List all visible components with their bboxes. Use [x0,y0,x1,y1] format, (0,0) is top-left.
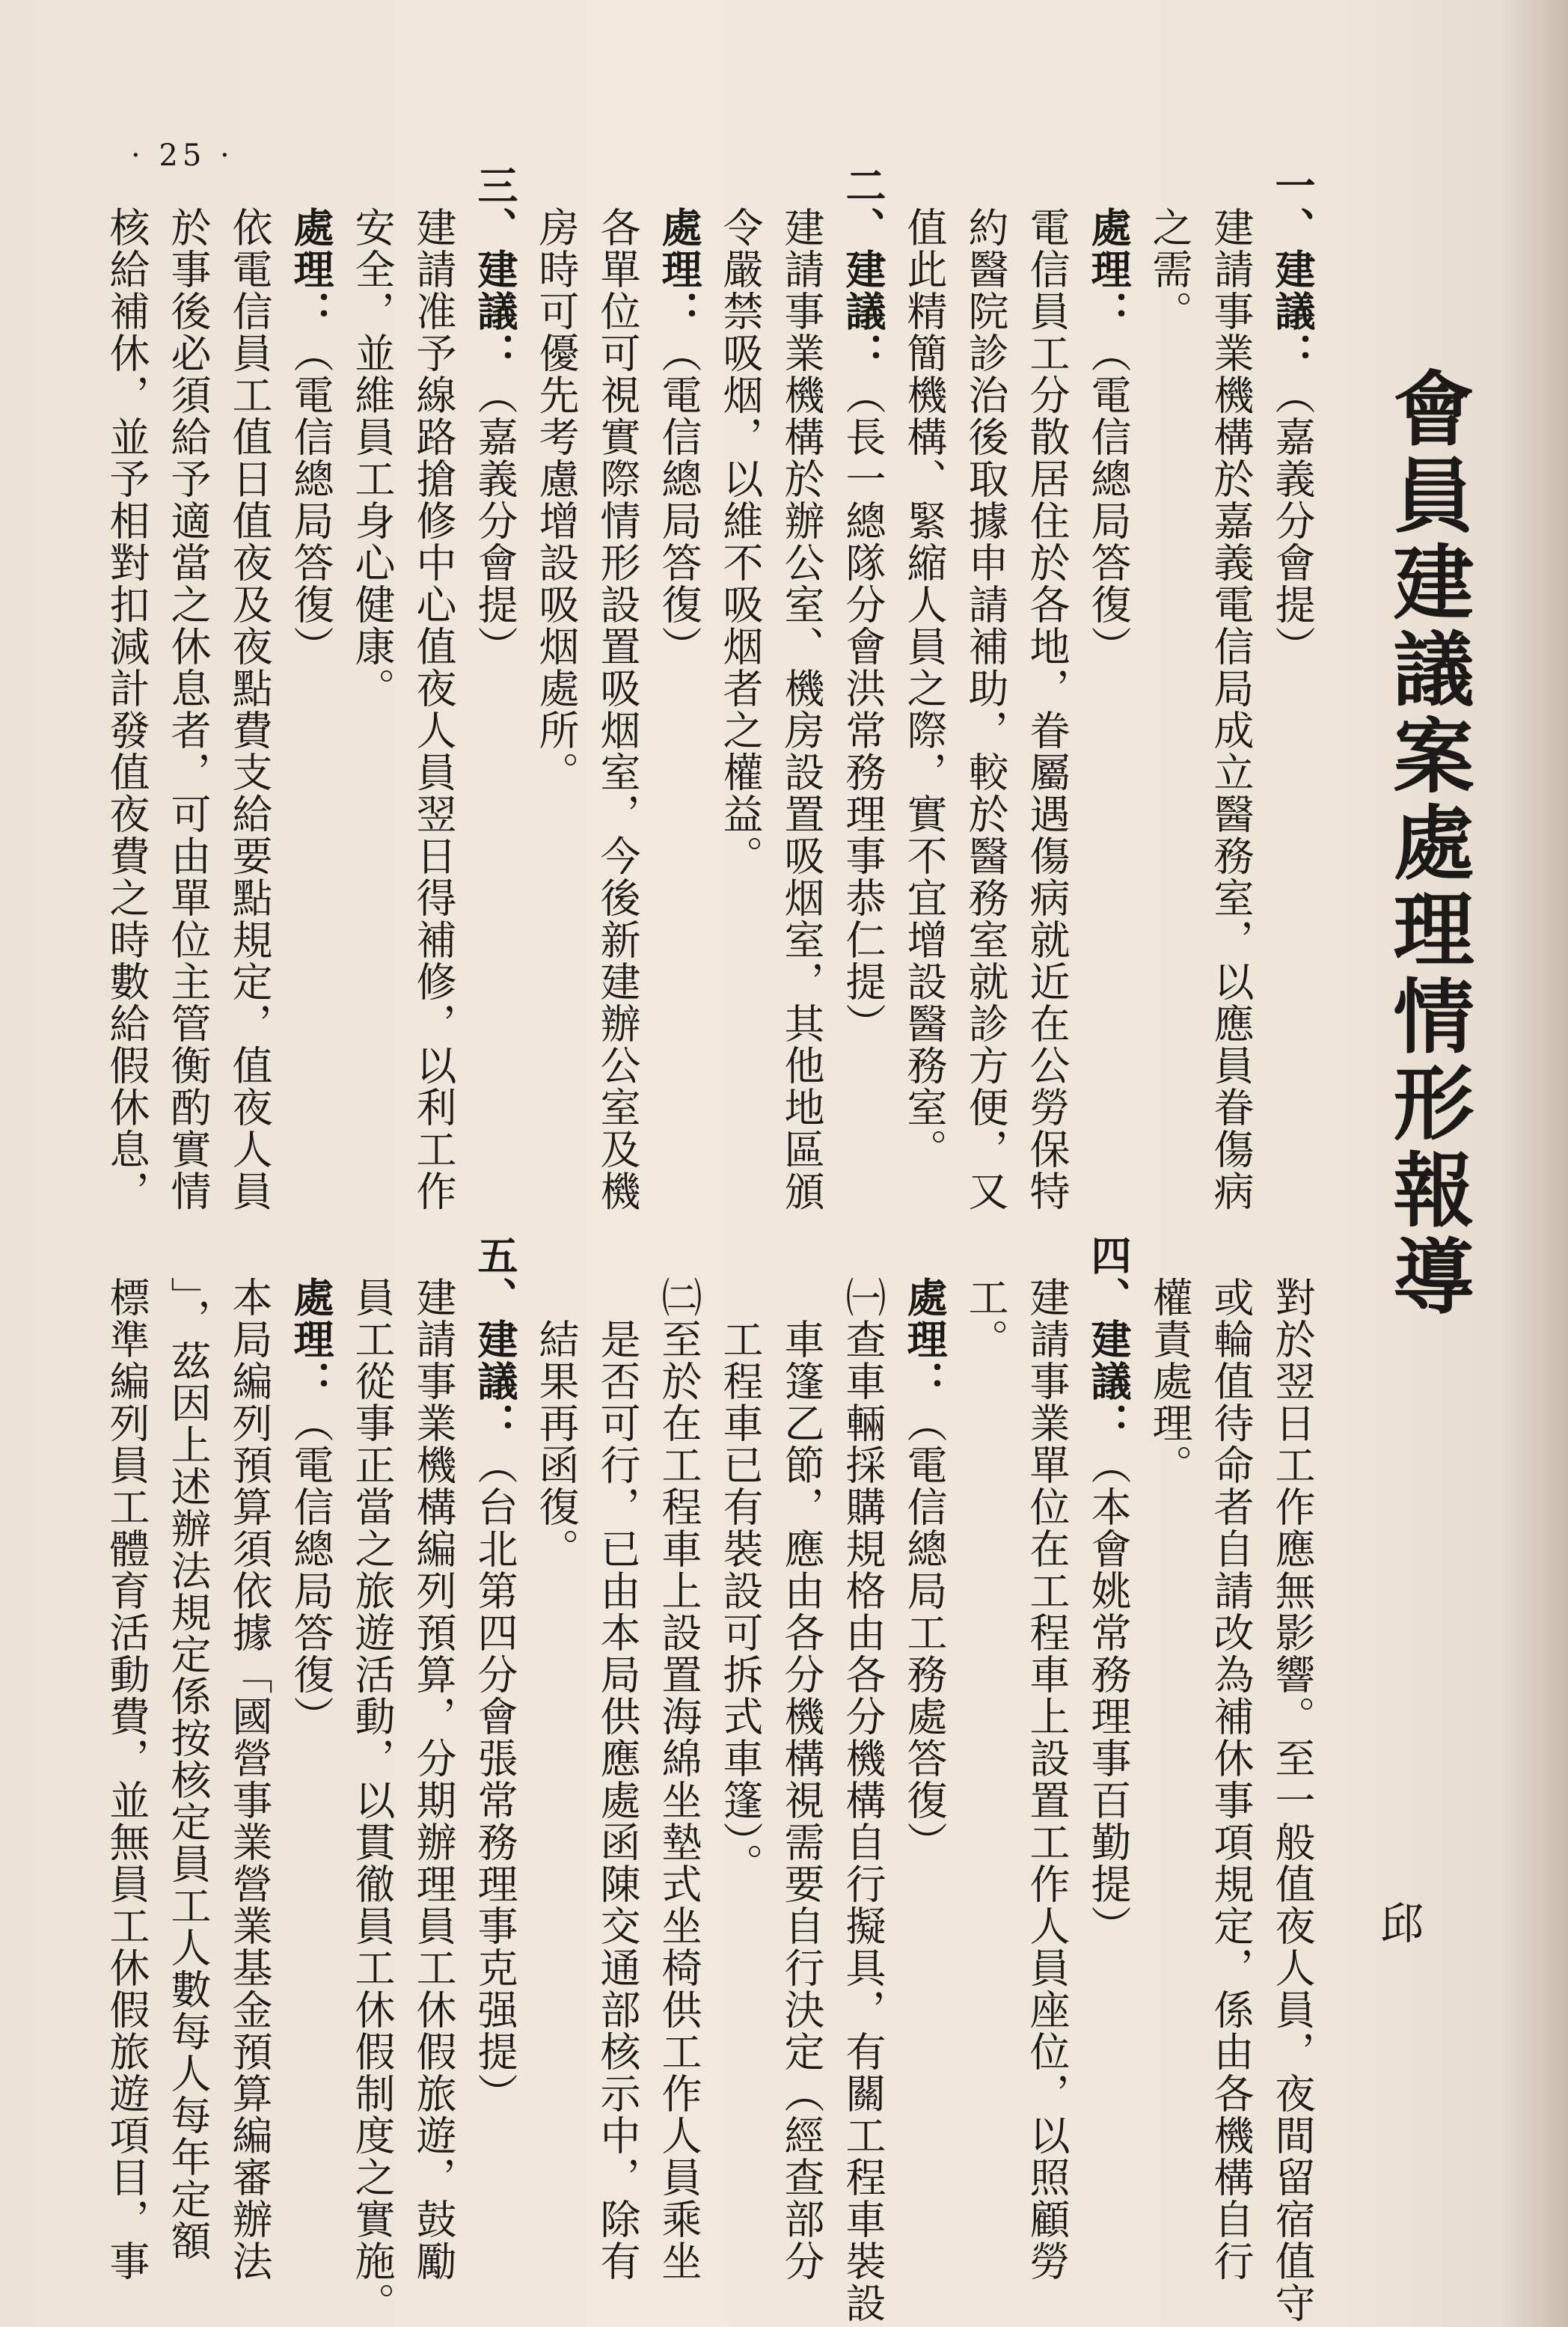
text-line [96,1235,157,2282]
line-text: （電信總局答復） [287,1402,334,1737]
line-text: （電信總局答復） [1085,332,1132,667]
line-text: 安全，並維員工身心健康。 [349,165,396,709]
article-title: 會員建議案處理情形報導 [1379,367,1473,1321]
text-line [1016,1235,1077,2282]
line-heading: 三、建議： [471,165,518,374]
text-line [1261,1235,1323,2324]
text-block-top [103,165,1323,1250]
text-line [525,165,587,1250]
line-text: （電信總局答復） [655,332,702,667]
line-heading: 處理： [901,1235,948,1402]
text-line [1016,165,1077,1250]
line-text: 本局編列預算須依據「國營事業營業基金預算編審辦法 [226,1235,273,2282]
line-text: ㈡至於在工程車上設置海綿坐墊式坐椅供工作人員乘坐 [655,1235,702,2282]
line-text: 各單位可視實際情形設置吸烟室，今後新建辦公室及機 [594,165,641,1212]
text-line [1139,1235,1200,2230]
line-heading: 四、建議： [1085,1235,1132,1444]
line-text: 或輪值待命者自請改為補休事項規定，係由各機構自行 [1207,1235,1255,2282]
line-text: ㈠查車輛採購規格由各分機構自行擬具，有關工程車裝設 [839,1235,886,2324]
line-text: 工程車已有裝設可拆式車篷）。 [717,1235,764,1885]
text-line [280,165,341,1250]
text-line [709,1235,771,2230]
line-text: 」，茲因上述辦法規定係按核定員工人數每人每年定額 [165,1235,212,2262]
text-line [648,165,709,1250]
line-heading: 二、建議： [839,165,886,374]
line-text: 員工從事正當之旅遊活動，以貫徹員工休假制度之實施。 [349,1235,396,2324]
line-heading: 處理： [1085,165,1132,332]
text-line [1139,165,1200,1250]
line-text: 令嚴禁吸烟，以維不吸烟者之權益。 [717,165,764,877]
text-line [157,1235,218,2262]
text-line [587,1235,648,2282]
line-text: 權責處理。 [1146,1235,1193,1486]
line-text: 車篷乙節，應由各分機構視需要自行決定（經查部分 [778,1235,825,2282]
line-text: （電信總局答復） [287,332,334,667]
text-line [709,165,771,1250]
line-text: 於事後必須給予適當之休息者，可由單位主管衡酌實情 [165,165,212,1212]
text-line [587,165,648,1250]
line-text: （嘉義分會提） [1269,374,1316,667]
line-text: 工。 [962,1235,1009,1360]
line-text: （本會姚常務理事百勤提） [1085,1444,1132,1947]
text-line [893,1235,955,2230]
line-text: （嘉義分會提） [471,374,518,667]
line-text: （電信總局工務處答復） [901,1402,948,1863]
text-line [525,1235,587,2230]
text-line [1200,165,1261,1250]
line-text: 標準編列員工體育活動費，並無員工休假旅遊項目，事 [103,1235,150,2282]
line-text: （台北第四分會張常務理事克强提） [471,1444,518,2115]
line-text: 電信員工分散居住於各地，眷屬遇傷病就近在公勞保特 [1023,165,1071,1212]
text-line [771,165,832,1250]
line-text: 建請事業機構編列預算，分期辦理員工休假旅遊，鼓勵 [410,1235,457,2282]
text-line [96,165,157,1250]
line-text: 值此精簡機構、緊縮人員之際，實不宜增設醫務室。 [901,165,948,1170]
line-text: 建請事業機構於辦公室、機房設置吸烟室，其他地區頒 [778,165,825,1212]
text-line [218,165,280,1250]
text-line [955,1235,1016,2230]
text-line [1200,1235,1261,2282]
text-block-bottom [103,1235,1323,2324]
line-text: 對於翌日工作應無影響。至一般值夜人員，夜間留宿值守 [1269,1235,1316,2324]
line-text: 之需。 [1146,165,1193,332]
line-text: 房時可優先考慮增設吸烟處所。 [533,165,580,793]
text-line [1261,165,1323,1250]
text-line [955,165,1016,1250]
line-text: 建請准予線路搶修中心值夜人員翌日得補修，以利工作 [410,165,457,1212]
line-text: 依電信員工值日值夜及夜點費支給要點規定，值夜人員 [226,165,273,1212]
text-line [341,165,402,1250]
text-line [832,165,893,1250]
text-line [218,1235,280,2282]
line-text: （長一總隊分會洪常務理事恭仁提） [839,374,886,1045]
page-number: · 25 · [131,138,234,173]
text-line [648,1235,709,2282]
line-text: 結果再函復。 [533,1235,580,1570]
author-name: 邱 [1373,1901,1424,1944]
line-text: 核給補休，並予相對扣減計發值夜費之時數給假休息， [103,165,150,1212]
line-heading: 五、建議： [471,1235,518,1444]
line-text: 是否可行，已由本局供應處函陳交通部核示中，除有 [594,1235,641,2282]
text-line [341,1235,402,2324]
text-line [1077,165,1139,1250]
text-line [280,1235,341,2230]
text-line [771,1235,832,2282]
text-line [1077,1235,1139,2230]
line-heading: 處理： [287,165,334,332]
text-line [893,165,955,1250]
line-heading: 處理： [655,165,702,332]
line-heading: 處理： [287,1235,334,1402]
text-line [402,1235,464,2282]
binding-shadow [1501,0,1568,2327]
text-line [157,165,218,1250]
line-heading: 一、建議： [1269,165,1316,374]
text-line [464,165,525,1250]
line-text: 建請事業單位在工程車上設置工作人員座位，以照顧勞 [1023,1235,1071,2282]
text-line [402,165,464,1250]
line-text: 約醫院診治後取據申請補助，較於醫務室就診方便，又 [962,165,1009,1212]
text-line [464,1235,525,2230]
text-line [832,1235,893,2324]
line-text: 建請事業機構於嘉義電信局成立醫務室，以應員眷傷病 [1207,165,1255,1212]
